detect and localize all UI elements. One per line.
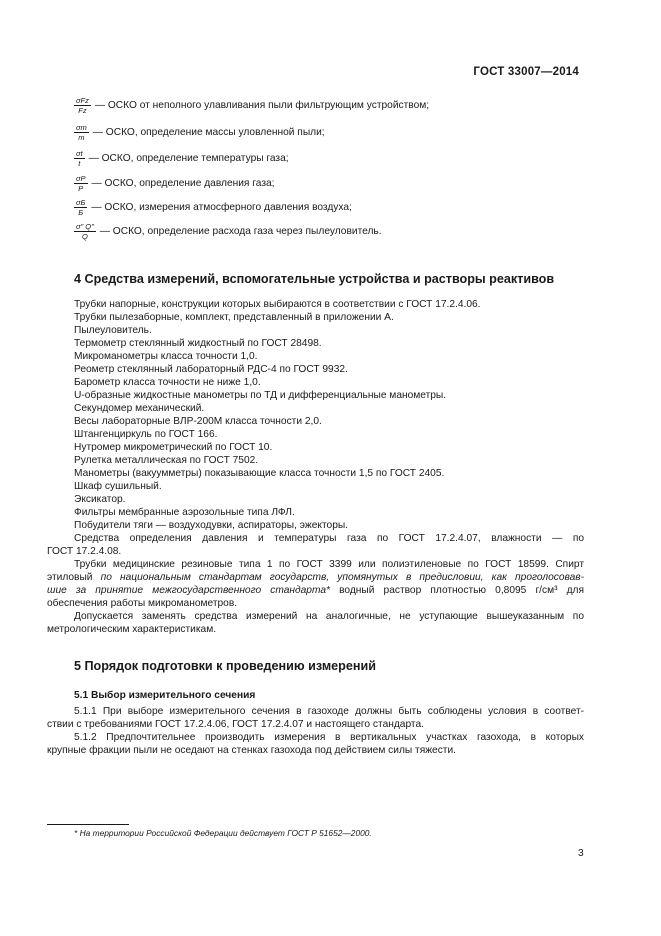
paragraph-line: Допускается заменять средства измерений на аналогичные, не уступающие вышеуказанным по	[74, 611, 584, 622]
list-item: Микроманометры класса точности 1,0.	[74, 351, 258, 362]
formula-row	[74, 198, 352, 217]
formula-description: — ОСКО от неполного улавливания пыли фильтрующим устройством;	[94, 100, 430, 111]
page-number: 3	[578, 848, 584, 859]
section-4-heading: 4 Средства измерений, вспомогательные устройства и растворы реактивов	[74, 272, 555, 286]
page-header: ГОСТ 33007—2014	[473, 66, 579, 78]
paragraph-line: крупные фракции пыли не оседают на стенках газохода под действием силы тяжести.	[47, 745, 456, 756]
fraction: $\frac{\sigma m}{m}$	[76, 123, 87, 142]
list-item: Реометр стеклянный лабораторный РДС-4 по ГОСТ 9932.	[74, 364, 348, 375]
footnote: * На территории Российской Федерации действует ГОСТ Р 51652—2000.	[74, 828, 372, 838]
list-item: Секундомер механический.	[74, 403, 205, 414]
subsection-heading: 5.1 Выбор измерительного сечения	[74, 690, 256, 701]
formula-row	[74, 149, 289, 168]
list-item: Нутромер микрометрический по ГОСТ 10.	[74, 442, 273, 453]
list-item: Эксикатор.	[74, 494, 126, 505]
paragraph-line: метрологическим характеристикам.	[47, 624, 217, 635]
list-item: Фильтры мембранные аэрозольные типа ЛФЛ.	[74, 507, 295, 518]
list-item: Барометр класса точности не ниже 1,0.	[74, 377, 261, 388]
list-item: Манометры (вакуумметры) показывающие класса точности 1,5 по ГОСТ 2405.	[74, 468, 445, 479]
formula-description: — ОСКО, определение температуры газа;	[88, 153, 289, 164]
paragraph-line: 5.1.1 При выборе измерительного сечения в газоходе должны быть соблюдены условия в соответ-	[74, 706, 584, 717]
fraction: $\frac{\text{σFz}}{Fz}$	[76, 96, 89, 115]
formula-row	[74, 123, 325, 142]
list-item: Термометр стеклянный жидкостный по ГОСТ 28498.	[74, 338, 322, 349]
fraction: $\frac{\sigma Б}{Б}$	[76, 198, 86, 217]
fraction: $\frac{\sigma t}{t}$	[76, 149, 83, 168]
paragraph-line: этиловый по национальным стандартам государств, упомянутых в предисловии, как проголосовав-	[47, 572, 584, 583]
formula-description: — ОСКО, определение массы уловленной пыли;	[92, 127, 325, 138]
list-item: U-образные жидкостные манометры по ТД и дифференциальные манометры.	[74, 390, 447, 401]
formula-description: — ОСКО, измерения атмосферного давления воздуха;	[91, 202, 352, 213]
list-item: Весы лабораторные ВЛР-200М класса точности 2,0.	[74, 416, 322, 427]
list-item: Рулетка металлическая по ГОСТ 7502.	[74, 455, 259, 466]
formula-description: — ОСКО, определение давления газа;	[91, 178, 275, 189]
formula-description: — ОСКО, определение расхода газа через пылеуловитель.	[99, 226, 382, 237]
list-item: Трубки напорные, конструкции которых выбираются в соответствии с ГОСТ 17.2.4.06.	[74, 299, 481, 310]
paragraph-line: Средства определения давления и температуры газа по ГОСТ 17.2.4.07, влажности — по	[74, 533, 584, 544]
paragraph-line: ствии с требованиями ГОСТ 17.2.4.06, ГОСТ 17.2.4.07 и настоящего стандарта.	[47, 719, 424, 730]
formula-row	[74, 222, 382, 241]
list-item: Побудители тяги — воздуходувки, аспираторы, эжекторы.	[74, 520, 349, 531]
list-item: Пылеуловитель.	[74, 325, 152, 336]
list-item: Трубки пылезаборные, комплект, представленный в приложении А.	[74, 312, 394, 323]
section-5-heading: 5 Порядок подготовки к проведению измерений	[74, 659, 376, 673]
list-item: Шкаф сушильный.	[74, 481, 162, 492]
fraction: $\frac{\sigma P}{P}$	[76, 174, 86, 193]
list-item: Штангенциркуль по ГОСТ 166.	[74, 429, 218, 440]
footnote-separator	[47, 824, 129, 825]
paragraph-line: обеспечения работы микроманометров.	[47, 598, 238, 609]
paragraph-line: Трубки медицинские резиновые типа 1 по ГОСТ 3399 или полиэтиленовые по ГОСТ 18599. Спирт	[74, 559, 584, 570]
paragraph-line: шие за принятие межгосударственного стандарта* водный раствор плотностью 0,8095 г/см³ для	[47, 585, 584, 596]
formula-row	[74, 174, 275, 193]
formula-row	[74, 96, 429, 115]
fraction: $\frac{\sigma" Q"}{Q}$	[76, 222, 94, 241]
paragraph-line: 5.1.2 Предпочтительнее производить измерения в вертикальных участках газохода, в которых	[74, 732, 584, 743]
paragraph-line: ГОСТ 17.2.4.08.	[47, 546, 122, 557]
